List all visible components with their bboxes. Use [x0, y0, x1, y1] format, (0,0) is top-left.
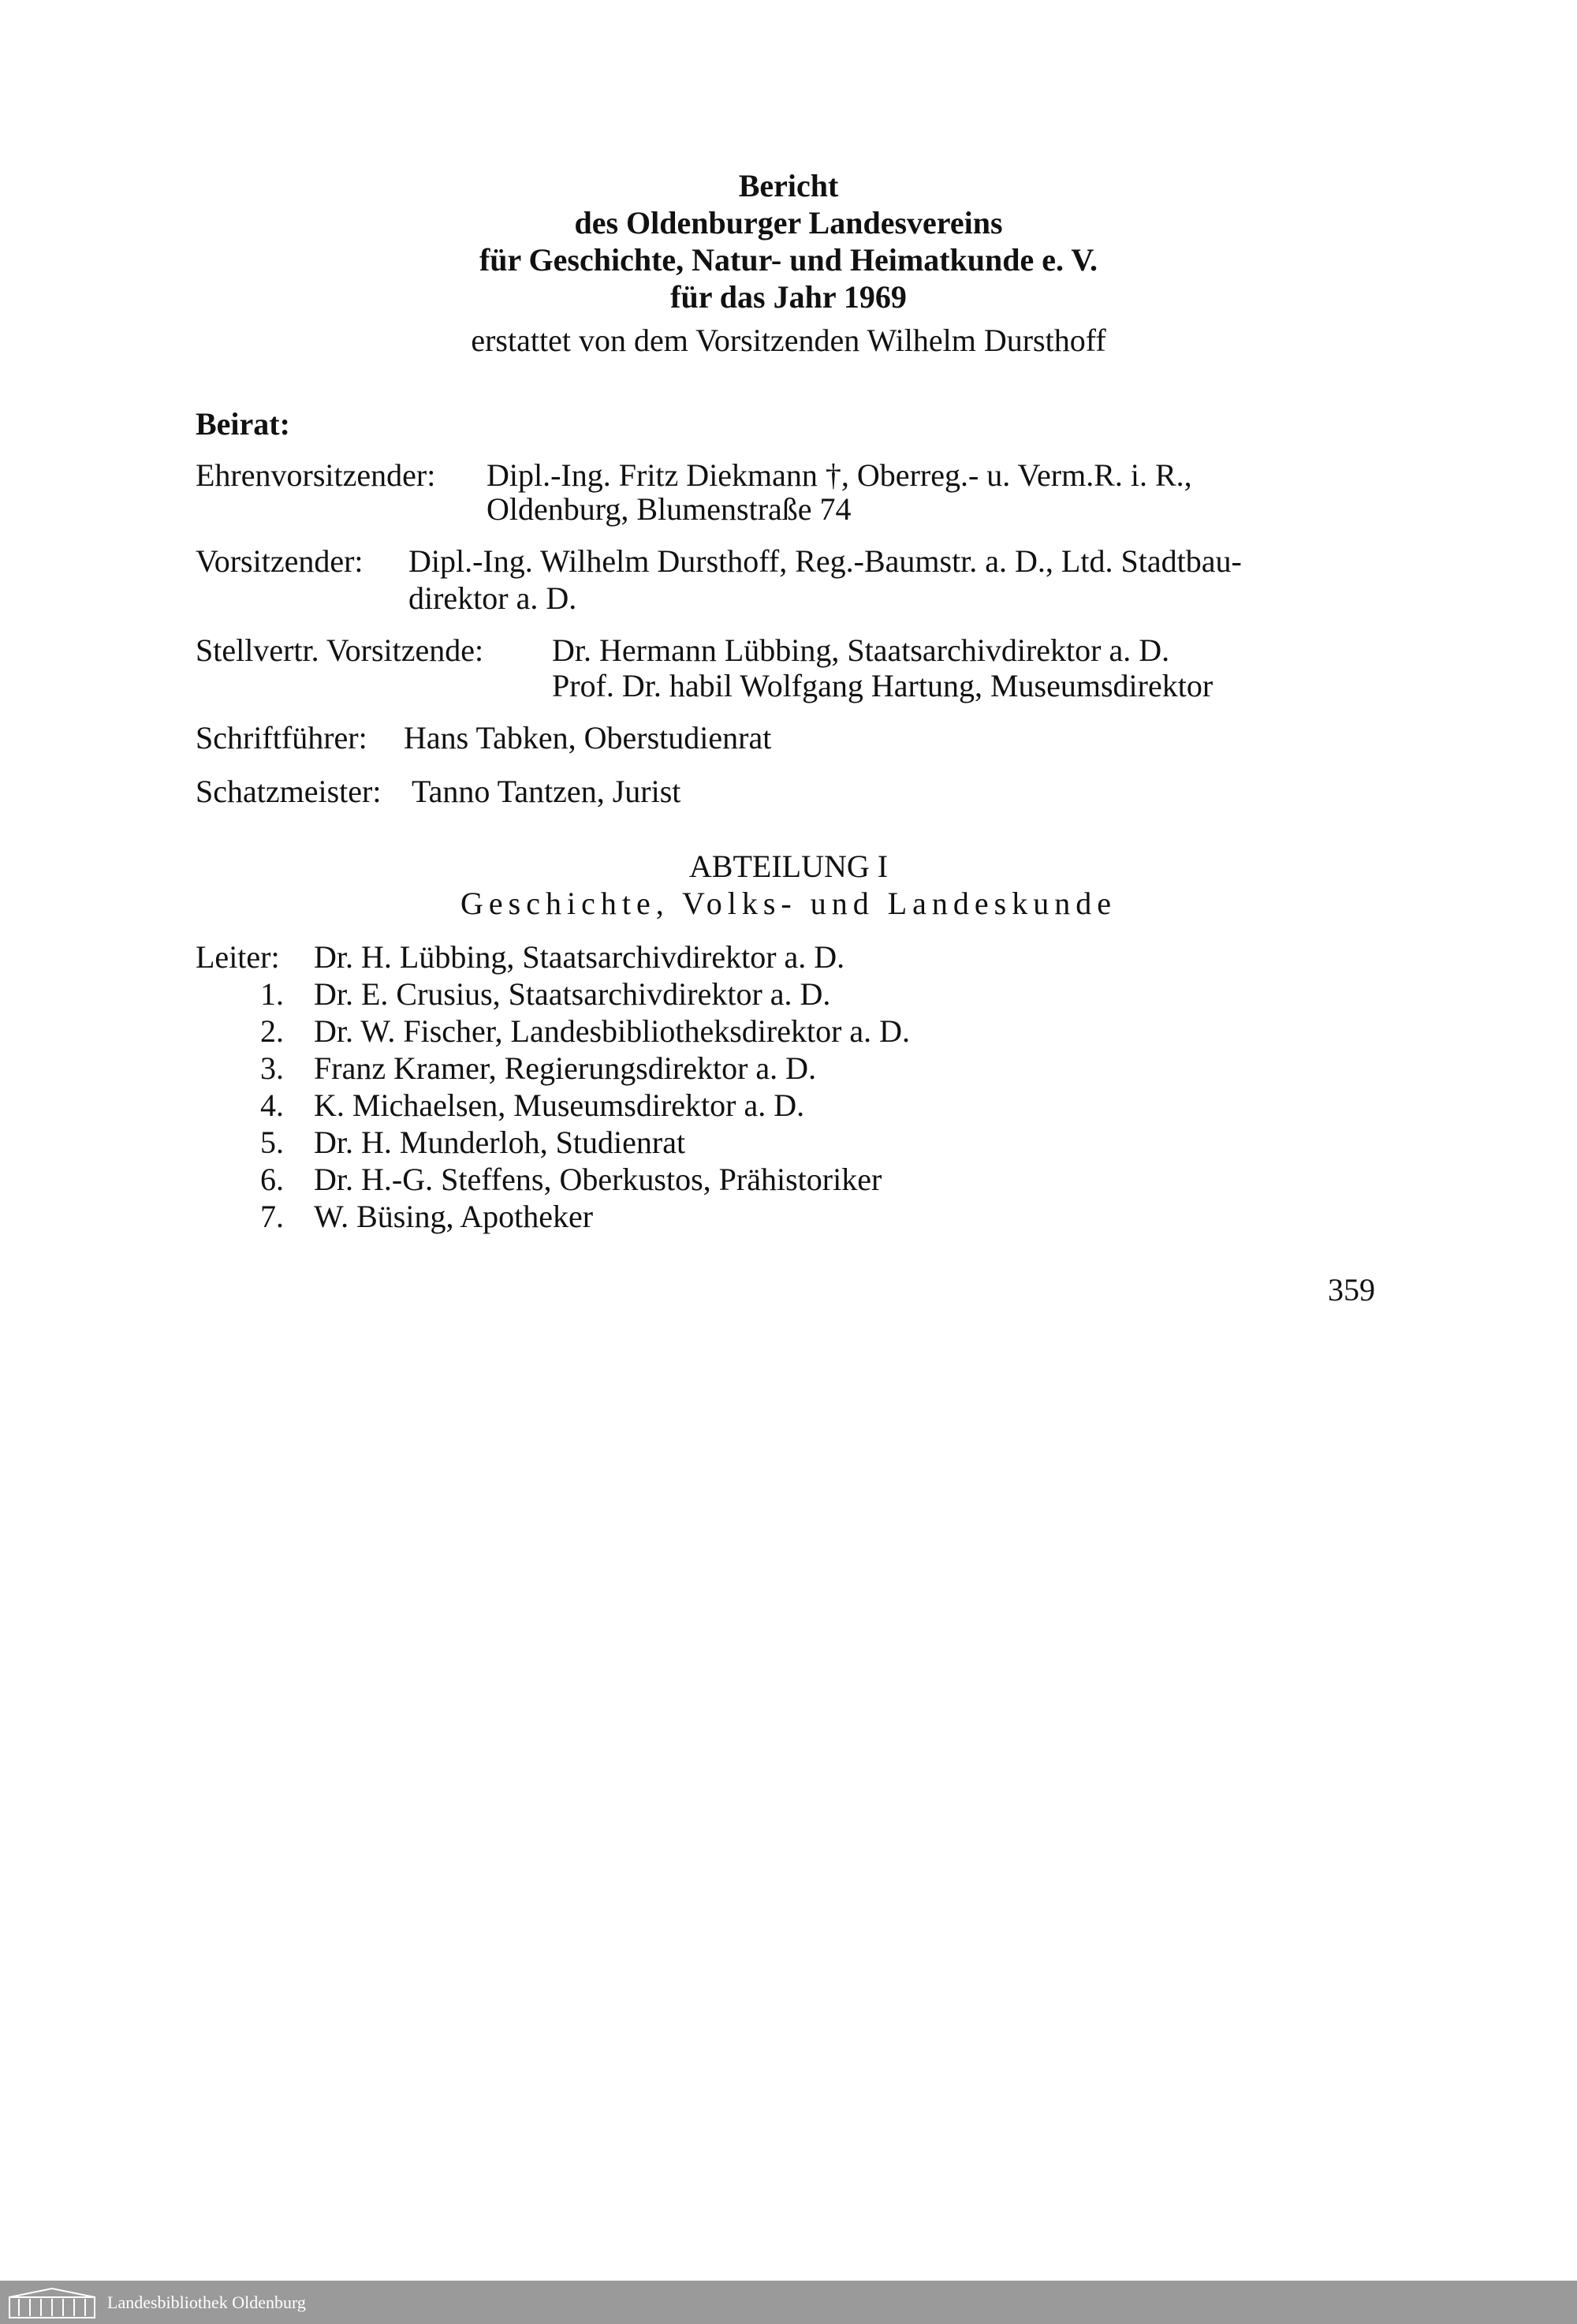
member-number: 3. [260, 1050, 284, 1086]
abteilung-title: ABTEILUNG I [688, 849, 889, 884]
title-line-1: Bericht [738, 168, 839, 203]
abteilung-header [0, 848, 1577, 922]
member-number: 5. [260, 1125, 284, 1160]
schatzmeister-label: Schatzmeister: [196, 774, 382, 809]
library-building-icon [8, 2286, 96, 2319]
ehrenvorsitzender-value: Dipl.-Ing. Fritz Diekmann †, Oberreg.- u. Verm.R. i. R., [487, 457, 1192, 493]
stellvertreter-value-2: Prof. Dr. habil Wolfgang Hartung, Museumsdirektor [552, 668, 1214, 703]
vorsitzender-value-cont: direktor a. D. [408, 580, 577, 616]
vorsitzender-label: Vorsitzender: [196, 543, 363, 579]
library-name: Landesbibliothek Oldenburg [107, 2292, 306, 2312]
title-line-4: für das Jahr 1969 [670, 279, 907, 315]
vorsitzender-value: Dipl.-Ing. Wilhelm Dursthoff, Reg.-Baumstr. a. D., Ltd. Stadtbau- [408, 543, 1242, 579]
leiter-value: Dr. H. Lübbing, Staatsarchivdirektor a. D. [314, 939, 845, 975]
ehrenvorsitzender-label: Ehrenvorsitzender: [196, 457, 436, 493]
schatzmeister-value: Tanno Tantzen, Jurist [412, 774, 681, 809]
report-subtitle: erstattet von dem Vorsitzenden Wilhelm Dursthoff [471, 323, 1106, 358]
title-line-2: des Oldenburger Landesvereins [574, 205, 1003, 241]
library-footer [0, 2281, 1577, 2324]
member-number: 4. [260, 1087, 284, 1123]
schriftfuehrer-label: Schriftführer: [196, 720, 367, 755]
member-number: 6. [260, 1162, 284, 1197]
member-number: 2. [260, 1013, 284, 1049]
member-entry: Dr. H.-G. Steffens, Oberkustos, Prähistoriker [314, 1162, 882, 1197]
ehrenvorsitzender-address: Oldenburg, Blumenstraße 74 [487, 491, 852, 527]
member-entry: Franz Kramer, Regierungsdirektor a. D. [314, 1050, 817, 1086]
member-entry: K. Michaelsen, Museumsdirektor a. D. [314, 1087, 805, 1123]
schriftfuehrer-value: Hans Tabken, Oberstudienrat [404, 720, 772, 755]
member-entry: W. Büsing, Apotheker [314, 1199, 594, 1234]
member-entry: Dr. E. Crusius, Staatsarchivdirektor a. D. [314, 976, 831, 1012]
page-number: 359 [1328, 1272, 1375, 1307]
title-line-3: für Geschichte, Natur- und Heimatkunde e. V. [479, 242, 1098, 278]
member-number: 1. [260, 976, 284, 1012]
member-entry: Dr. H. Munderloh, Studienrat [314, 1125, 686, 1160]
member-number: 7. [260, 1199, 284, 1234]
stellvertreter-value-1: Dr. Hermann Lübbing, Staatsarchivdirektor a. D. [552, 632, 1170, 668]
beirat-heading: Beirat: [196, 406, 290, 442]
leiter-label: Leiter: [196, 939, 280, 975]
abteilung-subtitle: Geschichte, Volks- und Landeskunde [460, 886, 1117, 921]
stellvertreter-label: Stellvertr. Vorsitzende: [196, 632, 484, 668]
report-title-block [0, 167, 1577, 359]
member-entry: Dr. W. Fischer, Landesbibliotheksdirektor a. D. [314, 1013, 911, 1049]
